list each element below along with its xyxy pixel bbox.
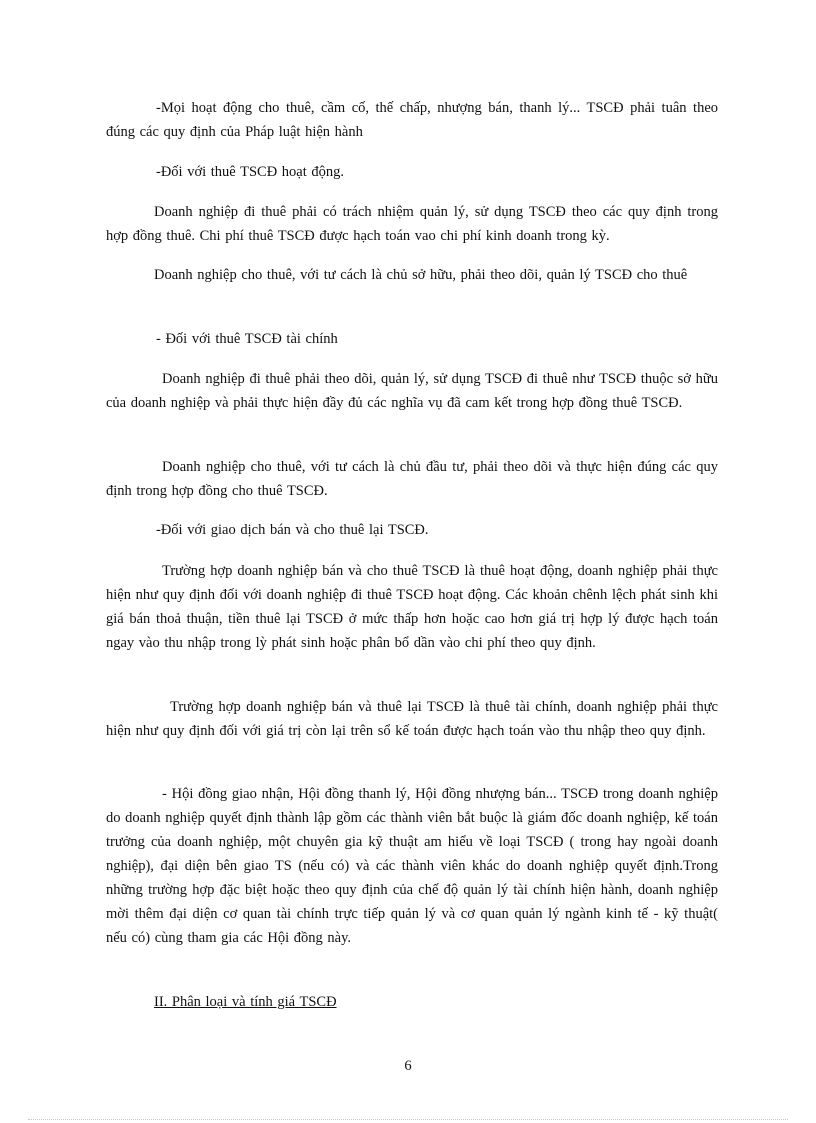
paragraph-sale-leaseback-operating: Trường hợp doanh nghiệp bán và cho thuê TSCĐ là thuê hoạt động, doanh nghiệp phải thực hiện như quy định đối với doanh nghiệp đi thuê TSCĐ hoạt động. Các khoản chênh lệch phát sinh khi giá bán thoả thuận, tiền thuê lại TSCĐ ở mức thấp hơn hoặc cao hơn giá trị hợp lý được hạch toán ngay vào thu nhập trong lỳ phát sinh hoặc phân bổ dần vào chi phí theo quy định. bbox=[106, 563, 718, 651]
paragraph-lease-general: -Mọi hoạt động cho thuê, cầm cố, thế chấp, nhượng bán, thanh lý... TSCĐ phải tuân theo đúng các quy định của Pháp luật hiện hành bbox=[106, 100, 718, 140]
paragraph-councils: - Hội đồng giao nhận, Hội đồng thanh lý, Hội đồng nhượng bán... TSCĐ trong doanh nghiệp do doanh nghiệp quyết định thành lập gồm các thành viên bắt buộc là giám đốc doanh nghiệp, kế toán trưởng của doanh nghiệp, một chuyên gia kỹ thuật am hiểu về loại TSCĐ ( trong hay ngoài doanh nghiệp), đại diện bên giao TS (nếu có) và các thành viên khác do doanh nghiệp quyết định.Trong những trường hợp đặc biệt hoặc theo quy định của chế độ quản lý tài chính hiện hành, doanh nghiệp mời thêm đại diện cơ quan tài chính trực tiếp quản lý và cơ quan quản lý ngành kinh tế - kỹ thuật( nếu có) cùng tham gia các Hội đồng này. bbox=[106, 786, 718, 946]
page-number: 6 bbox=[404, 1058, 412, 1074]
paragraph-operating-lease-heading: -Đối với thuê TSCĐ hoạt động. bbox=[156, 164, 345, 180]
paragraph-finance-lease-heading: - Đối với thuê TSCĐ tài chính bbox=[156, 331, 338, 347]
paragraph-operating-lessee: Doanh nghiệp đi thuê phải có trách nhiệm quản lý, sử dụng TSCĐ theo các quy định trong hợp đồng thuê. Chi phí thuê TSCĐ được hạch toán vao chi phí kinh doanh trong kỳ. bbox=[106, 204, 718, 244]
section-heading: II. Phân loại và tính giá TSCĐ bbox=[154, 994, 337, 1010]
paragraph-operating-lessor: Doanh nghiệp cho thuê, với tư cách là chủ sở hữu, phải theo dõi, quản lý TSCĐ cho thuê bbox=[154, 267, 688, 283]
page-bottom-divider bbox=[28, 1119, 788, 1120]
paragraph-finance-lessor: Doanh nghiệp cho thuê, với tư cách là chủ đầu tư, phải theo dõi và thực hiện đúng các quy định trong hợp đồng cho thuê TSCĐ. bbox=[106, 459, 718, 499]
paragraph-sale-leaseback-heading: -Đối với giao dịch bán và cho thuê lại TSCĐ. bbox=[156, 522, 429, 538]
paragraph-finance-lessee: Doanh nghiệp đi thuê phải theo dõi, quản lý, sử dụng TSCĐ đi thuê như TSCĐ thuộc sở hữu của doanh nghiệp và phải thực hiện đầy đủ các nghĩa vụ đã cam kết trong hợp đồng thuê TSCĐ. bbox=[106, 371, 718, 411]
paragraph-sale-leaseback-finance: Trường hợp doanh nghiệp bán và thuê lại TSCĐ là thuê tài chính, doanh nghiệp phải thực hiện như quy định đối với giá trị còn lại trên sổ kế toán được hạch toán vào thu nhập theo quy định. bbox=[106, 699, 718, 739]
